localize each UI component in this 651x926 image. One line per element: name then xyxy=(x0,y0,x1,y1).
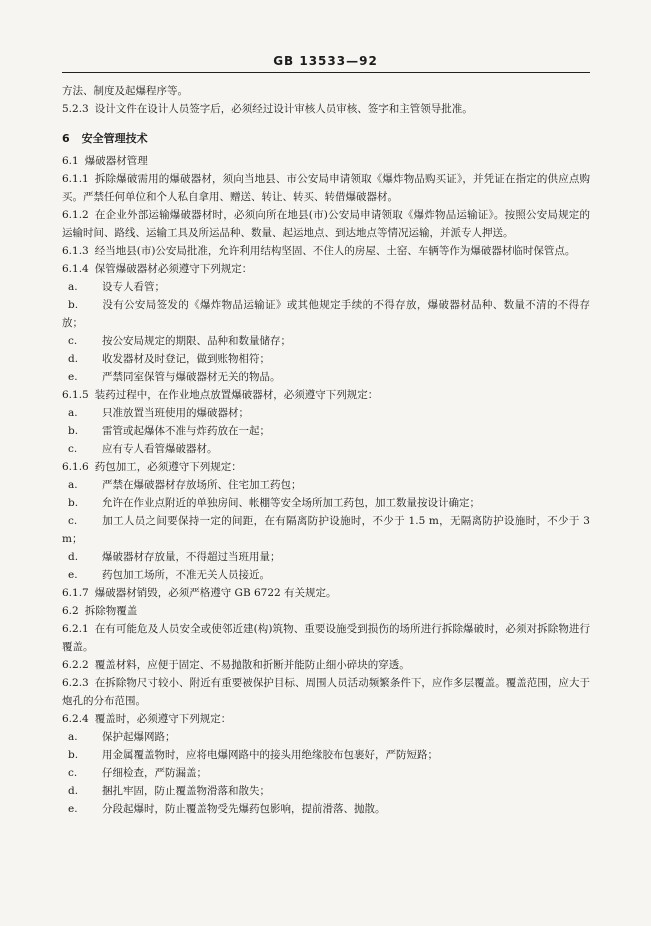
clause-6-1-5: 6.1.5 装药过程中，在作业地点放置爆破器材，必须遵守下列规定： xyxy=(62,389,379,401)
section-6-2-heading: 6.2 拆除物覆盖 xyxy=(62,605,138,617)
document-body xyxy=(62,82,590,818)
list-item: b. 雷管或起爆体不准与炸药放在一起； xyxy=(68,425,270,437)
clause-6-1-1: 6.1.1 拆除爆破需用的爆破器材，须向当地县、市公安局申请领取《爆炸物品购买证》，并凭证在指定的供应点购买。严禁任何单位和个人私自拿用、赠送、转让、转买、转借爆破器材。 xyxy=(62,173,590,203)
section-6-1-heading: 6.1 爆破器材管理 xyxy=(62,155,148,167)
clause-6-2-2: 6.2.2 覆盖材料，应便于固定、不易抛散和折断并能防止细小碎块的穿透。 xyxy=(62,659,410,671)
list-item: e. 严禁同室保管与爆破器材无关的物品。 xyxy=(68,371,281,383)
list-item: c. 按公安局规定的期限、品种和数量储存； xyxy=(68,335,291,347)
list-item: d. 捆扎牢固，防止覆盖物滑落和散失； xyxy=(68,785,270,797)
clause-6-1-2: 6.1.2 在企业外部运输爆破器材时，必须向所在地县(市)公安局申请领取《爆炸物品运输证》。按照公安局规定的运输时间、路线、运输工具及所运品种、数量、起运地点、到达地点等情况运输，并派专人押送。 xyxy=(62,209,590,239)
header-rule xyxy=(62,72,590,73)
list-item: a. 严禁在爆破器材存放场所、住宅加工药包； xyxy=(68,479,302,491)
list-item: e. 分段起爆时，防止覆盖物受先爆药包影响，提前滑落、抛散。 xyxy=(68,803,386,815)
list-item: d. 收发器材及时登记，做到账物相符； xyxy=(68,353,270,365)
clause-6-1-3: 6.1.3 经当地县(市)公安局批准，允许利用结构坚固、不住人的房屋、土窑、车辆等作为爆破器材临时保管点。 xyxy=(62,245,576,257)
clause-6-2-4: 6.2.4 覆盖时，必须遵守下列规定： xyxy=(62,713,232,725)
list-item: a. 只准放置当班使用的爆破器材； xyxy=(68,407,249,419)
list-item: d. 爆破器材存放量，不得超过当班用量； xyxy=(68,551,281,563)
list-item: c. 仔细检查，严防漏盖； xyxy=(68,767,207,779)
list-item: b. 用金属覆盖物时，应将电爆网路中的接头用绝缘胶布包裹好，严防短路； xyxy=(68,749,438,761)
clause-6-2-3: 6.2.3 在拆除物尺寸较小、附近有重要被保护目标、周围人员活动频繁条件下，应作多层覆盖。覆盖范围，应大于炮孔的分布范围。 xyxy=(62,677,590,707)
list-item: a. 设专人看管； xyxy=(68,281,165,293)
list-item: c. 应有专人看管爆破器材。 xyxy=(68,443,218,455)
section-6-heading: 6 安全管理技术 xyxy=(62,132,148,145)
clause-6-1-6: 6.1.6 药包加工，必须遵守下列规定： xyxy=(62,461,242,473)
clause-6-1-7: 6.1.7 爆破器材销毁，必须严格遵守 GB 6722 有关规定。 xyxy=(62,587,337,599)
page-header: GB 13533—92 xyxy=(273,54,378,68)
list-item: b. 没有公安局签发的《爆炸物品运输证》或其他规定手续的不得存放，爆破器材品种、数量不清的不得存放； xyxy=(62,299,590,329)
clause-5-2-3: 5.2.3 设计文件在设计人员签字后，必须经过设计审核人员审核、签字和主管领导批准。 xyxy=(62,103,473,115)
paragraph-continuation: 方法、制度及起爆程序等。 xyxy=(62,85,188,97)
clause-6-1-4: 6.1.4 保管爆破器材必须遵守下列规定： xyxy=(62,263,253,275)
clause-6-2-1: 6.2.1 在有可能危及人员安全或使邻近建(构)筑物、重要设施受到损伤的场所进行拆除爆破时，必须对拆除物进行覆盖。 xyxy=(62,623,590,653)
list-item: c. 加工人员之间要保持一定的间距，在有隔离防护设施时，不少于 1.5 m，无隔离防护设施时，不少于 3 m； xyxy=(62,515,590,545)
list-item: e. 药包加工场所，不准无关人员接近。 xyxy=(68,569,270,581)
list-item: a. 保护起爆网路； xyxy=(68,731,176,743)
list-item: b. 允许在作业点附近的单独房间、帐棚等安全场所加工药包，加工数量按设计确定； xyxy=(68,497,480,509)
